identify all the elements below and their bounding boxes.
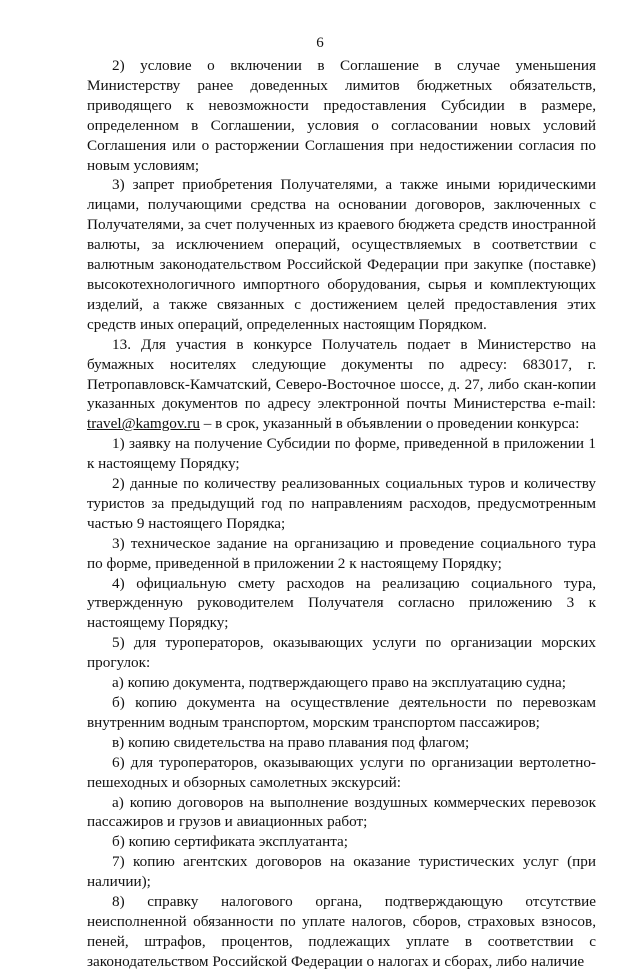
document-body bbox=[87, 56, 596, 972]
list-item-technical-task: 3) техническое задание на организацию и проведение социального тура по форме, приведенной в приложении 2 к настоящему Порядку; bbox=[87, 534, 596, 572]
list-item-tour-data: 2) данные по количеству реализованных социальных туров и количеству туристов за предыдущий год по направлениям расходов, предусмотренным частью 9 настоящего Порядка; bbox=[87, 475, 596, 532]
page-number: 6 bbox=[316, 35, 324, 51]
submission-text-after: – в срок, указанный в объявлении о проведении конкурса: bbox=[199, 415, 580, 433]
list-item-sea-tours: 5) для туроператоров, оказывающих услуги по организации морских прогулок: bbox=[87, 634, 596, 672]
sub-item-water-transport: б) копию документа на осуществление деятельности по перевозкам внутренним водным транспортом, морским транспортом пассажиров; bbox=[87, 694, 596, 731]
submission-text-before: 13. Для участия в конкурсе Получатель подает в Министерство на бумажных носителях следующие документы по адресу: 683017, г. Петропавловск-Камчатский, Северо-Восточное шоссе, д. 27, либо скан-копии указанных документов по адресу электронной почты Министерства e-mail: bbox=[87, 335, 596, 413]
sub-item-flag-certificate: в) копию свидетельства на право плавания под флагом; bbox=[112, 733, 470, 751]
list-item-tax-certificate: 8) справку налогового органа, подтверждающую отсутствие неисполненной обязанности по уплате налогов, сборов, страховых взносов, пеней, штрафов, процентов, подлежащих уплате в соответствии с законодательством Российской Федерации о налогах и сборах, либо наличие bbox=[87, 893, 596, 970]
list-item-air-tours: 6) для туроператоров, оказывающих услуги по организации вертолетно-пешеходных и обзорных самолетных экскурсий: bbox=[87, 753, 596, 791]
paragraph-condition-reduction: 2) условие о включении в Соглашение в случае уменьшения Министерству ранее доведенных лимитов бюджетных обязательств, приводящего к невозможности предоставления Субсидии в размере, определенном в Соглашении, условия о согласовании новых условий Соглашения или о расторжении Соглашения при недостижении согласия по новым условиям; bbox=[87, 57, 596, 174]
paragraph-submission-13 bbox=[87, 335, 596, 435]
list-item-agency-contracts: 7) копию агентских договоров на оказание туристических услуг (при наличии); bbox=[87, 853, 596, 891]
sub-item-operator-certificate: б) копию сертификата эксплуатанта; bbox=[112, 833, 349, 851]
list-item-cost-estimate: 4) официальную смету расходов на реализацию социального тура, утвержденную руководителем Получателя согласно приложению 3 к настоящему Порядку; bbox=[87, 574, 596, 632]
email-link[interactable]: travel@kamgov.ru bbox=[87, 415, 200, 433]
list-item-application: 1) заявку на получение Субсидии по форме, приведенной в приложении 1 к настоящему Порядку; bbox=[87, 435, 596, 473]
sub-item-vessel-right: а) копию документа, подтверждающего право на эксплуатацию судна; bbox=[112, 674, 567, 692]
paragraph-currency-ban: 3) запрет приобретения Получателями, а также иными юридическими лицами, получающими средства на основании договоров, заключенных с Получателями, за счет полученных из краевого бюджета средств иностранной валюты, за исключением операций, осуществляемых в соответствии с валютным законодательством Российской Федерации при закупке (поставке) высокотехнологичного импортного оборудования, сырья и комплектующих изделий, а также связанных с достижением целей предоставления этих средств иных операций, определенных настоящим Порядком. bbox=[87, 176, 596, 333]
sub-item-air-contracts: а) копию договоров на выполнение воздушных коммерческих перевозок пассажиров и грузов и авиационных работ; bbox=[87, 793, 596, 831]
